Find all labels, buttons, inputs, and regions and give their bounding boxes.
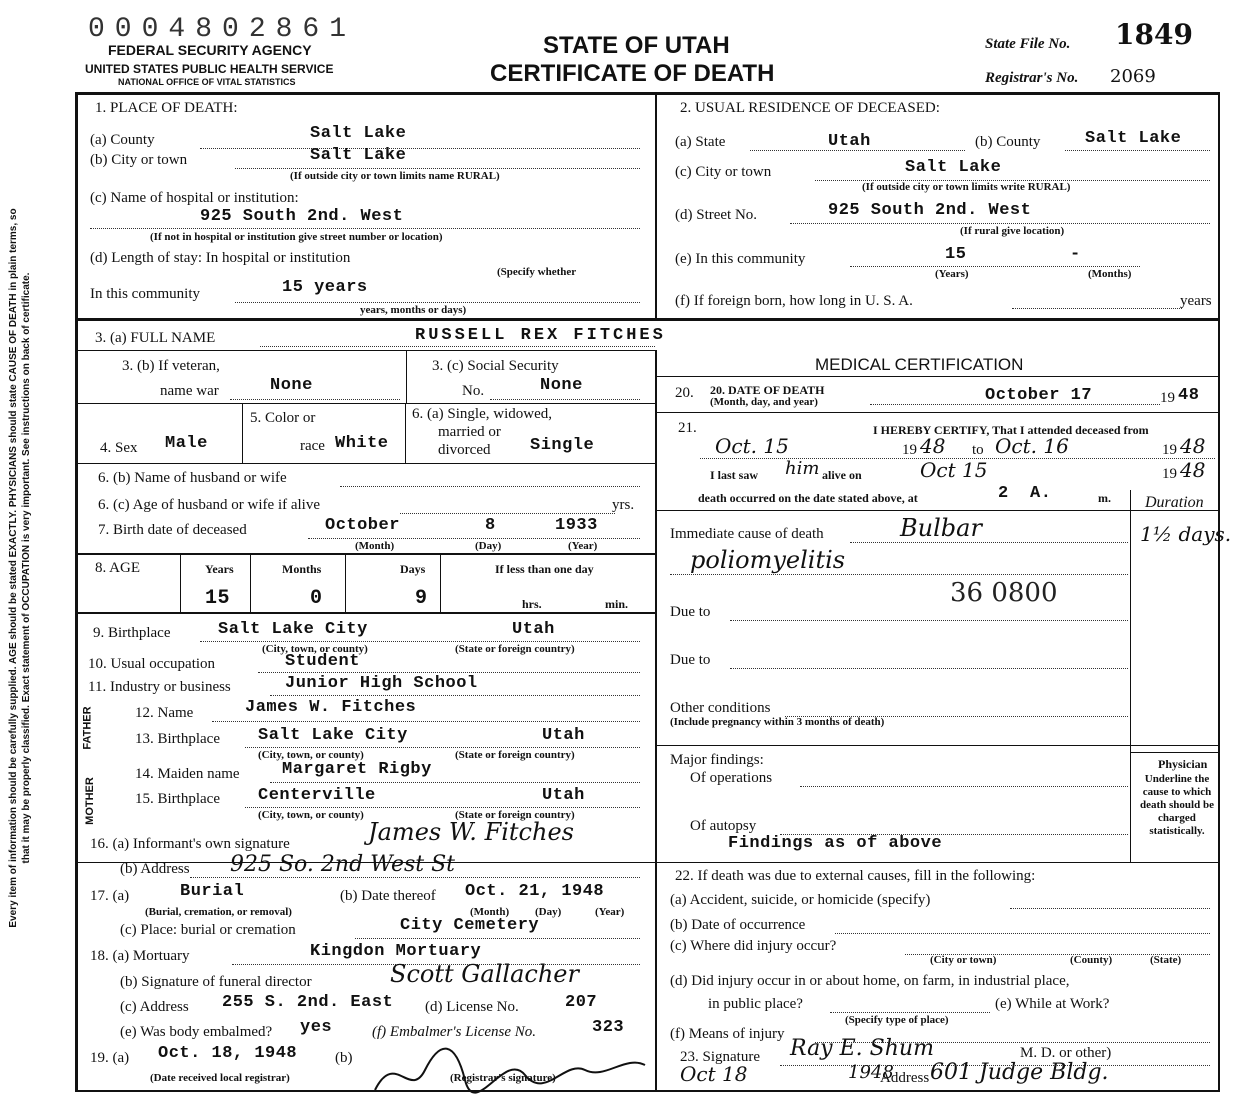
age-years-label: Years: [205, 562, 234, 576]
place-label: (c) Place: burial or cremation: [120, 922, 296, 938]
res-foreign-unit: years: [1180, 293, 1212, 309]
agency-name: FEDERAL SECURITY AGENCY: [108, 42, 312, 58]
attend-to: Oct. 16: [995, 434, 1069, 458]
physician-note: Underline the cause to which death should be charged statistically.: [1140, 773, 1214, 837]
occurrence-label: (b) Date of occurrence: [670, 917, 806, 933]
major-findings-label: Major findings:: [670, 752, 764, 768]
res-city-label: (c) City or town: [675, 164, 772, 180]
sex-label: 4. Sex: [100, 440, 138, 456]
where-label: (c) Where did injury occur?: [670, 938, 837, 954]
age-days-value: 9: [415, 587, 428, 610]
frame-top: [75, 92, 1220, 95]
director-label: (b) Signature of funeral director: [120, 974, 312, 990]
physician-signature: Ray E. Shum: [790, 1036, 934, 1061]
received-label: 19. (a): [90, 1050, 130, 1066]
frame-mid-divider: [655, 350, 657, 1090]
ssn-label: 3. (c) Social Security: [432, 358, 559, 374]
race-label: race: [300, 438, 325, 454]
industry-value: Junior High School: [285, 674, 478, 693]
birth-day-note: (Day): [475, 540, 502, 552]
line-after-veteran: [75, 403, 657, 404]
mortuary-label: 18. (a) Mortuary: [90, 948, 190, 964]
burial-label: 17. (a): [90, 888, 130, 904]
dod-number: 20.: [675, 385, 694, 401]
father-bp-state: Utah: [542, 726, 585, 745]
death-city-label: (b) City or town: [90, 152, 188, 168]
signature-address: 601 Judge Bldg.: [930, 1060, 1109, 1085]
marital-label-3: divorced: [438, 442, 491, 458]
age-col-2: [250, 553, 251, 613]
res-years-note: (Years): [935, 268, 969, 280]
hospital-label: (c) Name of hospital or institution:: [90, 190, 299, 206]
immediate-cause-1: Bulbar: [900, 514, 982, 542]
line-before-external: [655, 862, 1218, 863]
age-col-4: [440, 553, 441, 613]
duration-column-line: [1130, 490, 1131, 862]
accident-label: (a) Accident, suicide, or homicide (specify): [670, 892, 931, 908]
frame-section-line: [75, 318, 1220, 321]
res-foreign-label: (f) If foreign born, how long in U. S. A.: [675, 293, 913, 309]
embalmed-value: yes: [300, 1018, 333, 1037]
father-bp-city-note: (City, town, or county): [258, 749, 364, 761]
death-community-note: years, months or days): [360, 304, 467, 316]
dod-19: 19: [1160, 390, 1175, 406]
res-county-value: Salt Lake: [1085, 129, 1182, 148]
certify-text: I HEREBY CERTIFY, That I attended deceased from: [873, 423, 1149, 437]
full-name-value: RUSSELL REX FITCHES: [415, 326, 666, 345]
work-label: (e) While at Work?: [995, 996, 1110, 1012]
ssn-no-label: No.: [462, 383, 485, 399]
line-after-age: [75, 612, 657, 614]
dod-value: October 17: [985, 386, 1093, 405]
father-bp-state-note: (State or foreign country): [455, 749, 575, 761]
marital-label-2: married or: [438, 424, 501, 440]
disposition-day-note: (Day): [535, 906, 562, 918]
medical-heading: MEDICAL CERTIFICATION: [815, 355, 1024, 374]
res-state-value: Utah: [828, 132, 871, 151]
registrar-signature-scribble: [365, 1030, 655, 1110]
color-value: White: [335, 434, 389, 453]
res-state-label: (a) State: [675, 134, 726, 150]
disposition-month-note: (Month): [470, 906, 510, 918]
frame-right: [1218, 92, 1220, 1092]
signature-year: 1948: [848, 1062, 894, 1083]
age-hrs: hrs.: [522, 597, 542, 611]
informant-signature: James W. Fitches: [368, 818, 574, 846]
marital-value: Single: [530, 436, 595, 455]
mother-bp-city: Centerville: [258, 786, 376, 805]
signature-label: 23. Signature: [680, 1049, 760, 1065]
occupation-label: 10. Usual occupation: [88, 656, 216, 672]
veteran-label: 3. (b) If veteran,: [122, 358, 220, 374]
age-less-label: If less than one day: [495, 562, 594, 576]
hospital-note: (If not in hospital or institution give street number or location): [150, 231, 443, 243]
operations-label: Of operations: [690, 770, 773, 786]
mother-name-value: Margaret Rigby: [282, 760, 432, 779]
director-address-label: (c) Address: [120, 999, 189, 1015]
age-col-1: [180, 553, 181, 613]
res-months-note: (Months): [1088, 268, 1132, 280]
mother-bp-label: 15. Birthplace: [135, 791, 220, 807]
place-of-death-heading: 1. PLACE OF DEATH:: [95, 100, 238, 116]
attend-to-year: 48: [1180, 434, 1206, 458]
birthplace-label: 9. Birthplace: [93, 625, 171, 641]
res-community-label: (e) In this community: [675, 251, 806, 267]
line-after-name: [75, 350, 657, 351]
sex-value: Male: [165, 434, 208, 453]
where-city-note: (City or town): [930, 954, 997, 966]
death-city-note: (If outside city or town limits name RURAL): [290, 170, 500, 182]
res-community-years: 15: [945, 245, 967, 264]
stay-label: (d) Length of stay: In hospital or institution: [90, 250, 351, 266]
res-street-note: (If rural give location): [960, 225, 1065, 237]
disposition-date-value: Oct. 21, 1948: [465, 882, 605, 901]
stamp-number: 0004802861: [88, 14, 357, 45]
birth-day-value: 8: [485, 516, 496, 535]
state-file-number: 1849: [1115, 18, 1193, 51]
burial-value: Burial: [180, 882, 245, 901]
immediate-cause-2: poliomyelitis: [690, 546, 846, 574]
birth-month-value: October: [325, 516, 400, 535]
autopsy-label: Of autopsy: [690, 818, 757, 834]
mother-name-label: 14. Maiden name: [135, 766, 240, 782]
home-label-1: (d) Did injury occur in or about home, on farm, in industrial place,: [670, 973, 1070, 989]
dod-label: 20. DATE OF DEATH: [710, 383, 825, 397]
ssn-value: None: [540, 376, 583, 395]
office-name: NATIONAL OFFICE OF VITAL STATISTICS: [118, 77, 296, 87]
margin-instructions: Every item of information should be carefully supplied. AGE should be stated EXACTLY. PHYSICIANS should state CAUSE OF DEATH in plain terms, so that it may be properly classified. Exact statement of OCCUPATION is very important. See instructions on back of certificate.: [8, 208, 32, 928]
last-saw-who: him: [785, 458, 820, 479]
mother-bp-city-note: (City, town, or county): [258, 809, 364, 821]
signature-date: Oct 18: [680, 1062, 748, 1086]
death-county-label: (a) County: [90, 132, 155, 148]
father-bp-city: Salt Lake City: [258, 726, 408, 745]
death-time-ampm: A.: [1030, 484, 1052, 503]
spouse-age-label: 6. (c) Age of husband or wife if alive: [98, 497, 321, 513]
dod-note: (Month, day, and year): [710, 396, 818, 408]
father-name-value: James W. Fitches: [245, 698, 417, 717]
res-county-label: (b) County: [975, 134, 1041, 150]
due-to-2-label: Due to: [670, 652, 711, 668]
embalmer-label: (f) Embalmer's License No.: [372, 1024, 537, 1040]
mortuary-value: Kingdon Mortuary: [310, 942, 482, 961]
state-title: STATE OF UTAH: [543, 32, 730, 59]
license-label: (d) License No.: [425, 999, 519, 1015]
sex-color-divider: [242, 403, 243, 463]
father-side-label: FATHER: [81, 706, 94, 750]
age-min: min.: [605, 597, 629, 611]
line-before-age: [75, 553, 657, 555]
service-name: UNITED STATES PUBLIC HEALTH SERVICE: [85, 62, 334, 76]
due-to-1-label: Due to: [670, 604, 711, 620]
birthplace-city: Salt Lake City: [218, 620, 368, 639]
marital-label-1: 6. (a) Single, widowed,: [412, 406, 552, 422]
embalmed-label: (e) Was body embalmed?: [120, 1024, 273, 1040]
alive-on-label: alive on: [822, 468, 862, 482]
hospital-value: 925 South 2nd. West: [200, 207, 404, 226]
last-saw-date: Oct 15: [920, 458, 988, 482]
birthplace-state: Utah: [512, 620, 555, 639]
certify-number: 21.: [678, 420, 697, 436]
occupation-value: Student: [285, 652, 360, 671]
last-saw-label: I last saw: [710, 468, 759, 482]
registrar-label: Registrar's No.: [985, 70, 1079, 86]
age-years-value: 15: [205, 587, 231, 610]
veteran-ssn-divider: [406, 350, 407, 404]
received-value: Oct. 18, 1948: [158, 1044, 298, 1063]
place-value: City Cemetery: [400, 916, 540, 935]
age-months-value: 0: [310, 587, 323, 610]
physician-note-title: Physician: [1158, 757, 1208, 771]
disposition-date-label: (b) Date thereof: [340, 888, 436, 904]
death-city-value: Salt Lake: [310, 146, 407, 165]
mother-bp-state-note: (State or foreign country): [455, 809, 575, 821]
birth-month-note: (Month): [355, 540, 395, 552]
mother-side-label: MOTHER: [83, 777, 96, 825]
burial-note: (Burial, cremation, or removal): [145, 906, 292, 918]
frame-top-divider: [655, 92, 657, 320]
veteran-value: None: [270, 376, 313, 395]
md-label: M. D. or other): [1020, 1045, 1112, 1061]
birth-year-value: 1933: [555, 516, 598, 535]
dod-year: 48: [1178, 386, 1200, 405]
home-label-2: in public place?: [708, 996, 803, 1012]
age-days-label: Days: [400, 562, 426, 576]
director-signature: Scott Gallacher: [390, 960, 579, 988]
home-specify: (Specify type of place): [845, 1014, 949, 1026]
death-time: 2: [998, 484, 1009, 503]
attend-from: Oct. 15: [715, 434, 789, 458]
line-after-medical-heading: [655, 376, 1218, 377]
license-value: 207: [565, 993, 598, 1012]
death-time-m: m.: [1098, 491, 1111, 505]
disposition-year-note: (Year): [595, 906, 625, 918]
spouse-age-unit: yrs.: [612, 497, 635, 513]
director-address-value: 255 S. 2nd. East: [222, 993, 394, 1012]
mother-bp-state: Utah: [542, 786, 585, 805]
where-county-note: (County): [1070, 954, 1113, 966]
death-county-value: Salt Lake: [310, 124, 407, 143]
res-street-value: 925 South 2nd. West: [828, 201, 1032, 220]
last-saw-year: 48: [1180, 458, 1206, 482]
immediate-cause-label: Immediate cause of death: [670, 526, 824, 542]
res-city-value: Salt Lake: [905, 158, 1002, 177]
death-community-value: 15 years: [282, 278, 368, 297]
occurred-label: death occurred on the date stated above, at: [698, 491, 918, 505]
registrar-sig-note: (Registrar's signature): [450, 1072, 556, 1084]
color-label: 5. Color or: [250, 410, 316, 426]
stay-specify: (Specify whether: [497, 266, 577, 278]
res-street-label: (d) Street No.: [675, 207, 758, 223]
duration-label: Duration: [1145, 494, 1204, 511]
spouse-label: 6. (b) Name of husband or wife: [98, 470, 287, 486]
registrar-sig-label: (b): [335, 1050, 353, 1066]
informant-sig-label: 16. (a) Informant's own signature: [90, 836, 290, 852]
full-name-label: 3. (a) FULL NAME: [95, 330, 216, 346]
birth-year-note: (Year): [568, 540, 598, 552]
duration-value: 1½ days.: [1140, 522, 1232, 546]
where-state-note: (State): [1150, 954, 1182, 966]
veteran-war-label: name war: [160, 383, 219, 399]
attend-from-year: 48: [920, 434, 946, 458]
autopsy-value: Findings as of above: [728, 834, 943, 853]
embalmer-value: 323: [592, 1018, 625, 1037]
means-label: (f) Means of injury: [670, 1026, 785, 1042]
received-note: (Date received local registrar): [150, 1072, 290, 1084]
age-label: 8. AGE: [95, 560, 140, 576]
age-col-3: [345, 553, 346, 613]
state-file-label: State File No.: [985, 36, 1071, 52]
attend-to-label: to: [972, 442, 984, 458]
signature-address-label: Address: [880, 1070, 930, 1086]
res-community-months: -: [1070, 245, 1081, 264]
father-name-label: 12. Name: [135, 705, 194, 721]
external-heading: 22. If death was due to external causes, fill in the following:: [675, 868, 1036, 884]
death-community-label: In this community: [90, 286, 200, 302]
industry-label: 11. Industry or business: [88, 679, 231, 695]
birthdate-label: 7. Birth date of deceased: [98, 522, 247, 538]
frame-left: [75, 92, 78, 1092]
other-conditions-label: Other conditions: [670, 700, 771, 716]
registrar-number: 2069: [1110, 66, 1156, 87]
other-conditions-note: (Include pregnancy within 3 months of death): [670, 716, 885, 728]
birthplace-city-note: (City, town, or county): [262, 643, 368, 655]
birthplace-state-note: (State or foreign country): [455, 643, 575, 655]
cause-code: 36 0800: [950, 578, 1058, 608]
last-saw-19: 19: [1162, 466, 1177, 482]
informant-address: 925 So. 2nd West St: [230, 852, 456, 877]
age-months-label: Months: [282, 562, 322, 576]
attend-from-19: 19: [902, 442, 917, 458]
informant-address-label: (b) Address: [120, 861, 190, 877]
certificate-title: CERTIFICATE OF DEATH: [490, 60, 775, 87]
residence-heading: 2. USUAL RESIDENCE OF DECEASED:: [680, 100, 940, 116]
res-city-note: (If outside city or town limits write RURAL): [862, 181, 1071, 193]
line-before-cause: [655, 510, 1218, 511]
attend-to-19: 19: [1162, 442, 1177, 458]
color-marital-divider: [405, 403, 406, 463]
father-bp-label: 13. Birthplace: [135, 731, 220, 747]
line-after-dod: [655, 412, 1218, 413]
